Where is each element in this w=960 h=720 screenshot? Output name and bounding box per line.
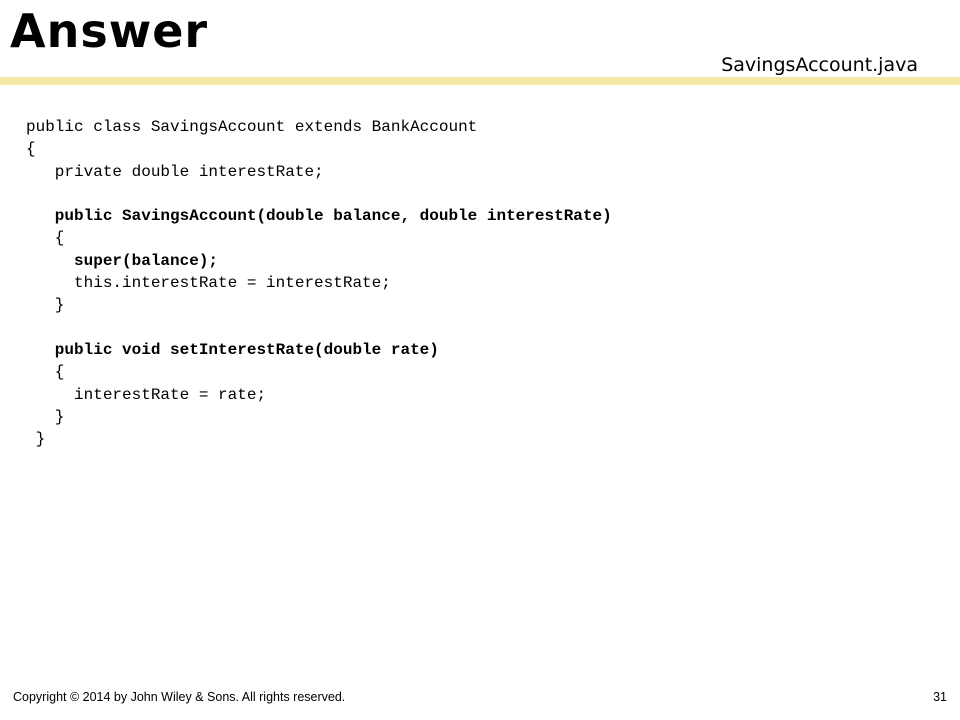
code-line: super(balance); [26,251,219,270]
code-line: } [26,407,65,426]
code-line: { [26,363,65,382]
code-line: public class SavingsAccount extends BankAccount [26,118,478,136]
code-line [26,183,612,205]
footer-copyright: Copyright © 2014 by John Wiley & Sons. All rights reserved. [13,690,346,704]
slide-title: Answer [10,4,209,58]
code-line: } [26,296,65,315]
code-line: public SavingsAccount(double balance, double interestRate) [26,207,612,226]
title-accent-bar [0,77,960,85]
code-line: public void setInterestRate(double rate) [26,340,439,359]
code-line: this.interestRate = interestRate; [26,274,391,293]
code-line: { [26,140,36,159]
code-line: interestRate = rate; [26,385,267,404]
code-line: } [26,430,46,449]
code-line: private double interestRate; [26,162,324,181]
page-number: 31 [933,690,947,704]
file-name-label: SavingsAccount.java [721,54,918,76]
code-line [26,317,612,339]
code-line: { [26,229,65,248]
code-block [26,116,612,450]
